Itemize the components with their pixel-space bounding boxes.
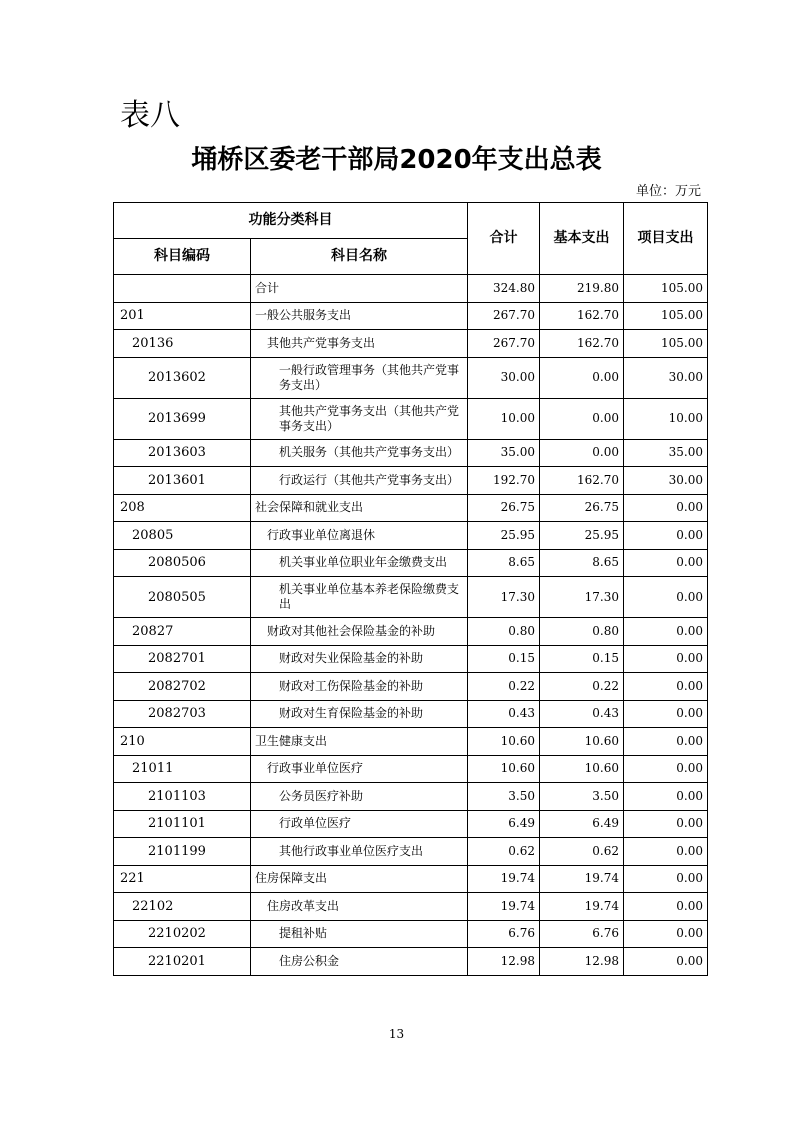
cell-name: 财政对生育保险基金的补助 xyxy=(251,700,468,728)
header-total: 合计 xyxy=(468,203,540,275)
cell-name: 卫生健康支出 xyxy=(251,728,468,756)
cell-project: 105.00 xyxy=(624,302,708,330)
cell-name: 其他行政事业单位医疗支出 xyxy=(251,838,468,866)
table-row xyxy=(114,330,708,358)
cell-project: 0.00 xyxy=(624,783,708,811)
cell-name: 行政单位医疗 xyxy=(251,810,468,838)
cell-name: 行政运行（其他共产党事务支出） xyxy=(251,467,468,495)
cell-name: 住房改革支出 xyxy=(251,893,468,921)
cell-code: 2210201 xyxy=(114,948,251,976)
cell-name: 一般公共服务支出 xyxy=(251,302,468,330)
cell-project: 0.00 xyxy=(624,755,708,783)
cell-name: 财政对其他社会保险基金的补助 xyxy=(251,618,468,646)
cell-name: 财政对失业保险基金的补助 xyxy=(251,645,468,673)
cell-code: 201 xyxy=(114,302,251,330)
cell-name: 公务员医疗补助 xyxy=(251,783,468,811)
cell-name: 合计 xyxy=(251,275,468,303)
cell-basic: 6.49 xyxy=(540,810,624,838)
cell-basic: 219.80 xyxy=(540,275,624,303)
cell-basic: 0.43 xyxy=(540,700,624,728)
cell-project: 0.00 xyxy=(624,522,708,550)
cell-basic: 0.80 xyxy=(540,618,624,646)
table-row xyxy=(114,700,708,728)
cell-code: 20805 xyxy=(114,522,251,550)
table-row xyxy=(114,439,708,467)
cell-basic: 19.74 xyxy=(540,893,624,921)
cell-basic: 0.62 xyxy=(540,838,624,866)
table-row xyxy=(114,275,708,303)
table-row xyxy=(114,865,708,893)
cell-name: 提租补贴 xyxy=(251,920,468,948)
header-code: 科目编码 xyxy=(114,239,251,275)
cell-project: 0.00 xyxy=(624,948,708,976)
cell-project: 0.00 xyxy=(624,700,708,728)
cell-total: 324.80 xyxy=(468,275,540,303)
table-row xyxy=(114,302,708,330)
cell-code: 22102 xyxy=(114,893,251,921)
cell-project: 105.00 xyxy=(624,330,708,358)
cell-basic: 162.70 xyxy=(540,302,624,330)
cell-code: 2210202 xyxy=(114,920,251,948)
cell-project: 0.00 xyxy=(624,865,708,893)
cell-basic: 0.22 xyxy=(540,673,624,701)
table-row xyxy=(114,810,708,838)
cell-code: 2013602 xyxy=(114,357,251,398)
cell-basic: 10.60 xyxy=(540,755,624,783)
cell-name: 财政对工伤保险基金的补助 xyxy=(251,673,468,701)
cell-total: 10.60 xyxy=(468,755,540,783)
cell-code xyxy=(114,275,251,303)
cell-code: 2082702 xyxy=(114,673,251,701)
table-row xyxy=(114,838,708,866)
cell-total: 19.74 xyxy=(468,865,540,893)
table-row xyxy=(114,673,708,701)
cell-basic: 17.30 xyxy=(540,577,624,618)
cell-total: 192.70 xyxy=(468,467,540,495)
cell-project: 0.00 xyxy=(624,838,708,866)
cell-name: 其他共产党事务支出（其他共产党事务支出） xyxy=(251,398,468,439)
cell-total: 3.50 xyxy=(468,783,540,811)
unit-label: 单位：万元 xyxy=(635,184,701,199)
table-row xyxy=(114,948,708,976)
cell-code: 2013603 xyxy=(114,439,251,467)
cell-basic: 25.95 xyxy=(540,522,624,550)
cell-basic: 10.60 xyxy=(540,728,624,756)
cell-total: 0.43 xyxy=(468,700,540,728)
cell-total: 30.00 xyxy=(468,357,540,398)
cell-project: 0.00 xyxy=(624,810,708,838)
cell-basic: 26.75 xyxy=(540,494,624,522)
cell-code: 2080505 xyxy=(114,577,251,618)
table-row xyxy=(114,577,708,618)
table-row xyxy=(114,645,708,673)
header-project: 项目支出 xyxy=(624,203,708,275)
cell-code: 21011 xyxy=(114,755,251,783)
cell-code: 221 xyxy=(114,865,251,893)
cell-name: 机关事业单位基本养老保险缴费支出 xyxy=(251,577,468,618)
cell-name: 行政事业单位医疗 xyxy=(251,755,468,783)
cell-code: 2013699 xyxy=(114,398,251,439)
cell-total: 6.76 xyxy=(468,920,540,948)
cell-project: 0.00 xyxy=(624,920,708,948)
table-label: 表八 xyxy=(120,98,180,133)
cell-project: 35.00 xyxy=(624,439,708,467)
cell-total: 6.49 xyxy=(468,810,540,838)
table-row xyxy=(114,522,708,550)
cell-code: 2082703 xyxy=(114,700,251,728)
cell-project: 0.00 xyxy=(624,618,708,646)
cell-project: 0.00 xyxy=(624,893,708,921)
cell-basic: 8.65 xyxy=(540,549,624,577)
table-row xyxy=(114,618,708,646)
cell-total: 10.00 xyxy=(468,398,540,439)
cell-basic: 0.00 xyxy=(540,357,624,398)
cell-project: 0.00 xyxy=(624,577,708,618)
cell-project: 0.00 xyxy=(624,645,708,673)
cell-name: 住房公积金 xyxy=(251,948,468,976)
table-row xyxy=(114,467,708,495)
cell-project: 0.00 xyxy=(624,673,708,701)
table-row xyxy=(114,728,708,756)
cell-basic: 6.76 xyxy=(540,920,624,948)
cell-basic: 162.70 xyxy=(540,467,624,495)
cell-total: 25.95 xyxy=(468,522,540,550)
cell-name: 机关服务（其他共产党事务支出） xyxy=(251,439,468,467)
cell-total: 0.80 xyxy=(468,618,540,646)
document-title: 埇桥区委老干部局2020年支出总表 xyxy=(191,145,602,175)
cell-project: 0.00 xyxy=(624,549,708,577)
cell-total: 17.30 xyxy=(468,577,540,618)
table-row xyxy=(114,494,708,522)
cell-basic: 19.74 xyxy=(540,865,624,893)
table-row xyxy=(114,549,708,577)
cell-code: 2101101 xyxy=(114,810,251,838)
table-row xyxy=(114,783,708,811)
cell-name: 机关事业单位职业年金缴费支出 xyxy=(251,549,468,577)
cell-project: 105.00 xyxy=(624,275,708,303)
cell-basic: 0.00 xyxy=(540,398,624,439)
cell-name: 一般行政管理事务（其他共产党事务支出） xyxy=(251,357,468,398)
cell-total: 0.22 xyxy=(468,673,540,701)
cell-basic: 12.98 xyxy=(540,948,624,976)
cell-code: 210 xyxy=(114,728,251,756)
cell-total: 35.00 xyxy=(468,439,540,467)
cell-project: 0.00 xyxy=(624,728,708,756)
cell-code: 2013601 xyxy=(114,467,251,495)
cell-total: 0.62 xyxy=(468,838,540,866)
cell-name: 其他共产党事务支出 xyxy=(251,330,468,358)
table-row xyxy=(114,357,708,398)
cell-project: 0.00 xyxy=(624,494,708,522)
cell-code: 2101103 xyxy=(114,783,251,811)
cell-project: 30.00 xyxy=(624,357,708,398)
cell-total: 10.60 xyxy=(468,728,540,756)
cell-basic: 0.00 xyxy=(540,439,624,467)
cell-total: 12.98 xyxy=(468,948,540,976)
cell-total: 19.74 xyxy=(468,893,540,921)
cell-name: 住房保障支出 xyxy=(251,865,468,893)
cell-name: 社会保障和就业支出 xyxy=(251,494,468,522)
cell-total: 26.75 xyxy=(468,494,540,522)
cell-basic: 3.50 xyxy=(540,783,624,811)
cell-total: 267.70 xyxy=(468,330,540,358)
cell-total: 8.65 xyxy=(468,549,540,577)
table-row xyxy=(114,398,708,439)
cell-total: 0.15 xyxy=(468,645,540,673)
cell-project: 30.00 xyxy=(624,467,708,495)
cell-code: 2080506 xyxy=(114,549,251,577)
table-row xyxy=(114,920,708,948)
header-name: 科目名称 xyxy=(251,239,468,275)
cell-project: 10.00 xyxy=(624,398,708,439)
cell-code: 20827 xyxy=(114,618,251,646)
cell-basic: 0.15 xyxy=(540,645,624,673)
cell-code: 20136 xyxy=(114,330,251,358)
expenditure-table xyxy=(113,202,708,976)
cell-code: 208 xyxy=(114,494,251,522)
table-body xyxy=(114,275,708,976)
page-number: 13 xyxy=(388,1027,405,1041)
cell-code: 2101199 xyxy=(114,838,251,866)
cell-name: 行政事业单位离退休 xyxy=(251,522,468,550)
cell-total: 267.70 xyxy=(468,302,540,330)
header-basic: 基本支出 xyxy=(540,203,624,275)
header-function-category: 功能分类科目 xyxy=(114,203,468,239)
cell-code: 2082701 xyxy=(114,645,251,673)
table-row xyxy=(114,755,708,783)
cell-basic: 162.70 xyxy=(540,330,624,358)
table-row xyxy=(114,893,708,921)
